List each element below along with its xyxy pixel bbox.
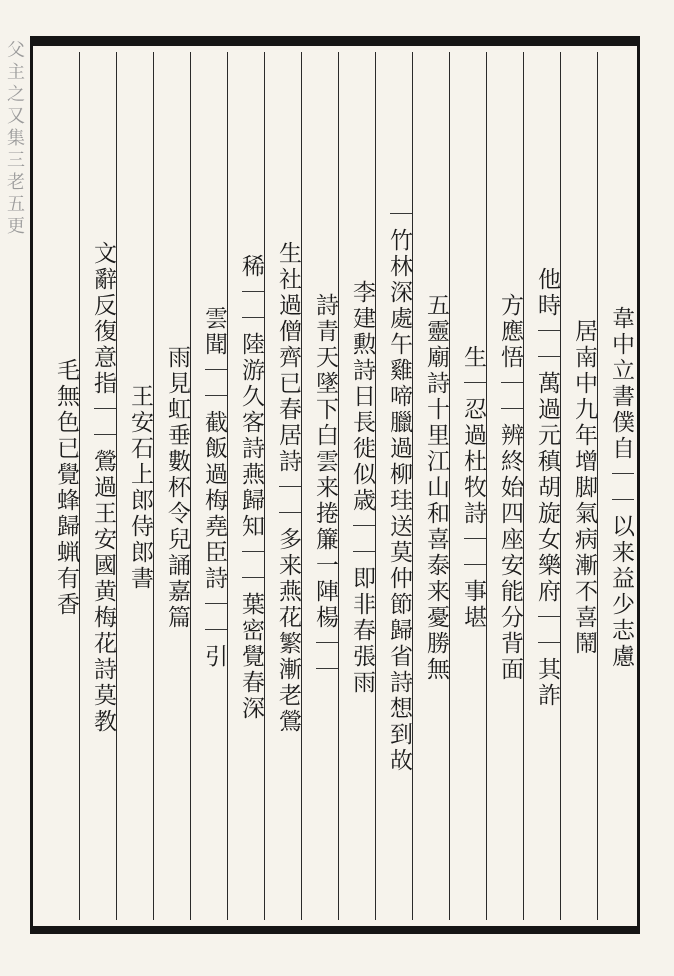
text-column: [449, 52, 486, 920]
column-text: 韋中立書僕自｜｜以来益少志慮: [608, 306, 634, 670]
column-text: 李建勲詩日長徙似歳｜｜即非春張雨: [349, 280, 375, 696]
column-text: 居南中九年增脚氣病漸不喜鬧: [571, 319, 597, 657]
frame-top-border: [30, 36, 640, 46]
text-column: [190, 52, 227, 920]
column-text: 方應悟｜｜辨終始四座安能分背面: [497, 293, 523, 683]
column-text: 雨見虹垂數杯令兒誦嘉篇: [164, 345, 190, 631]
column-text: 生社過僧齊已春居詩｜｜多来燕花繁漸老鶯: [275, 241, 301, 735]
text-column: [42, 52, 79, 920]
text-column: [486, 52, 523, 920]
column-text: 文辭反復意指｜｜鶯過王安國黄梅花詩莫教: [90, 241, 116, 735]
column-text: 五靈廟詩十里江山和喜泰来憂勝無: [423, 293, 449, 683]
bleed-through-text: 父主之又集三老五更: [4, 40, 25, 238]
column-text: 雲聞｜｜截飯過梅堯臣詩｜｜引: [201, 306, 227, 670]
frame-right-border: [637, 36, 640, 934]
text-columns: [40, 52, 634, 920]
text-column: [116, 52, 153, 920]
text-column: [338, 52, 375, 920]
text-column: [79, 52, 116, 920]
text-column: [375, 52, 412, 920]
text-column: [412, 52, 449, 920]
column-text: ｜竹林深處午雞啼臘過柳珪送莫仲節歸省詩想到故: [386, 202, 412, 774]
column-text: 生｜忍過杜牧詩｜｜事堪: [460, 345, 486, 631]
text-column: [560, 52, 597, 920]
text-column: [264, 52, 301, 920]
text-column: [597, 52, 634, 920]
column-text: 毛無色已覺蜂歸蝋有香: [53, 358, 79, 618]
text-column: [523, 52, 560, 920]
text-column: [153, 52, 190, 920]
column-text: 他時｜｜萬過元稹胡旋女樂府｜｜其詐: [534, 267, 560, 709]
column-text: 王安石上郎侍郎書: [127, 384, 153, 592]
column-text: 詩青天墜下白雲来捲簾一陣楊｜｜: [312, 293, 338, 683]
frame-left-border: [30, 36, 33, 934]
text-column: [301, 52, 338, 920]
text-column: [227, 52, 264, 920]
column-text: 稀｜｜陸游久客詩燕歸知｜｜葉密覺春深: [238, 254, 264, 722]
frame-bottom-border: [30, 926, 640, 934]
